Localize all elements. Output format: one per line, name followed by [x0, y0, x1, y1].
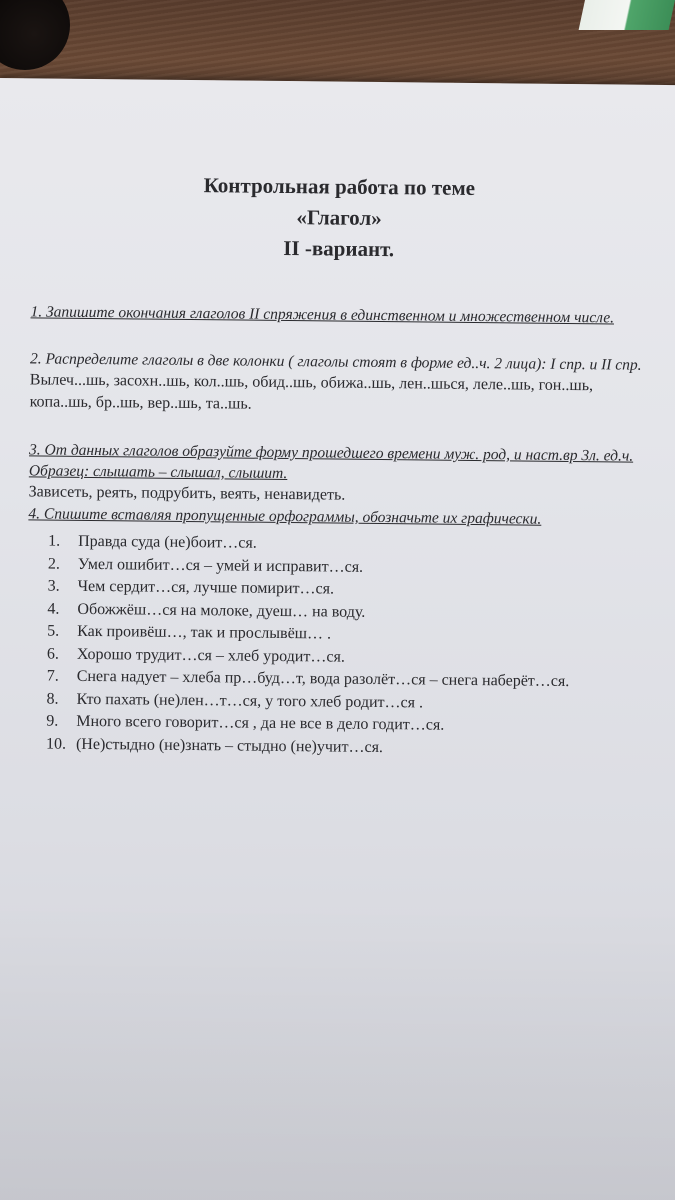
task-2-words: Вылеч...шь, засохн..шь, кол..шь, обид..шь, обижа..шь, лен..шься, леле..шь, гон..шь, копа..шь, бр..шь, вер..шь, та..шь.	[29, 371, 594, 413]
task-4-list	[26, 530, 653, 762]
item-number: 9.	[46, 712, 59, 730]
item-number: 6.	[46, 645, 60, 663]
item-number: 2.	[47, 555, 61, 573]
item-number: 1.	[48, 532, 61, 550]
item-text: Много всего говорит…ся , да не все в дело годит…ся.	[76, 712, 445, 734]
task-4	[26, 503, 654, 762]
item-text: Хорошо трудит…ся – хлеб уродит…ся.	[76, 645, 345, 666]
item-text: Чем сердит…ся, лучше помирит…ся.	[77, 577, 335, 598]
item-number: 8.	[46, 690, 59, 708]
task-4-heading: 4. Спишите вставляя пропущенные орфограммы, обозначьте их графически.	[28, 505, 542, 528]
task-3-example: Образец: слышать – слышал, слышит.	[28, 462, 288, 483]
task-2	[29, 348, 655, 420]
paper-sheet	[0, 78, 675, 1200]
item-text: Как проивёш…, так и прослывёш… .	[77, 622, 332, 643]
green-book	[579, 0, 675, 30]
item-number: 7.	[46, 667, 59, 685]
item-number: 3.	[47, 577, 60, 595]
task-1-heading: 1. Запишите окончания глаголов II спряжения в единственном и множественном числе.	[30, 303, 615, 327]
task-3-heading: 3. От данных глаголов образуйте форму прошедшего времени муж. род, и наст.вр 3л. ед.ч.	[29, 441, 634, 465]
item-text: Умел ошибит…ся – умей и исправит…ся.	[77, 555, 364, 576]
item-number: 10.	[45, 735, 67, 753]
task-2-heading: 2. Распределите глаголы в две колонки ( глаголы стоят в форме ед..ч. 2 лица): I спр. и II спр.	[29, 350, 642, 374]
item-text: Правда суда (не)боит…ся.	[78, 532, 257, 552]
task-3-words: Зависеть, реять, подрубить, веять, ненавидеть.	[28, 483, 346, 504]
item-text: Обожжёш…ся на молоке, дуеш… на воду.	[77, 600, 366, 621]
item-text: Кто пахать (не)лен…т…ся, у того хлеб родит…ся .	[76, 690, 424, 711]
title-line-3: II -вариант.	[283, 235, 395, 262]
item-text: (Не)стыдно (не)знать – стыдно (не)учит…ся.	[75, 735, 384, 756]
title-line-1: Контрольная работа по теме	[203, 173, 476, 200]
item-number: 4.	[47, 600, 60, 618]
title-line-2: «Глагол»	[296, 205, 382, 231]
task-3	[29, 439, 655, 510]
item-text: Снега надует – хлеба пр…буд…т, вода разолёт…ся – снега наберёт…ся.	[76, 667, 570, 690]
item-number: 5.	[47, 622, 60, 640]
document-title	[21, 168, 657, 268]
document-content	[26, 168, 657, 762]
task-1	[30, 301, 655, 329]
